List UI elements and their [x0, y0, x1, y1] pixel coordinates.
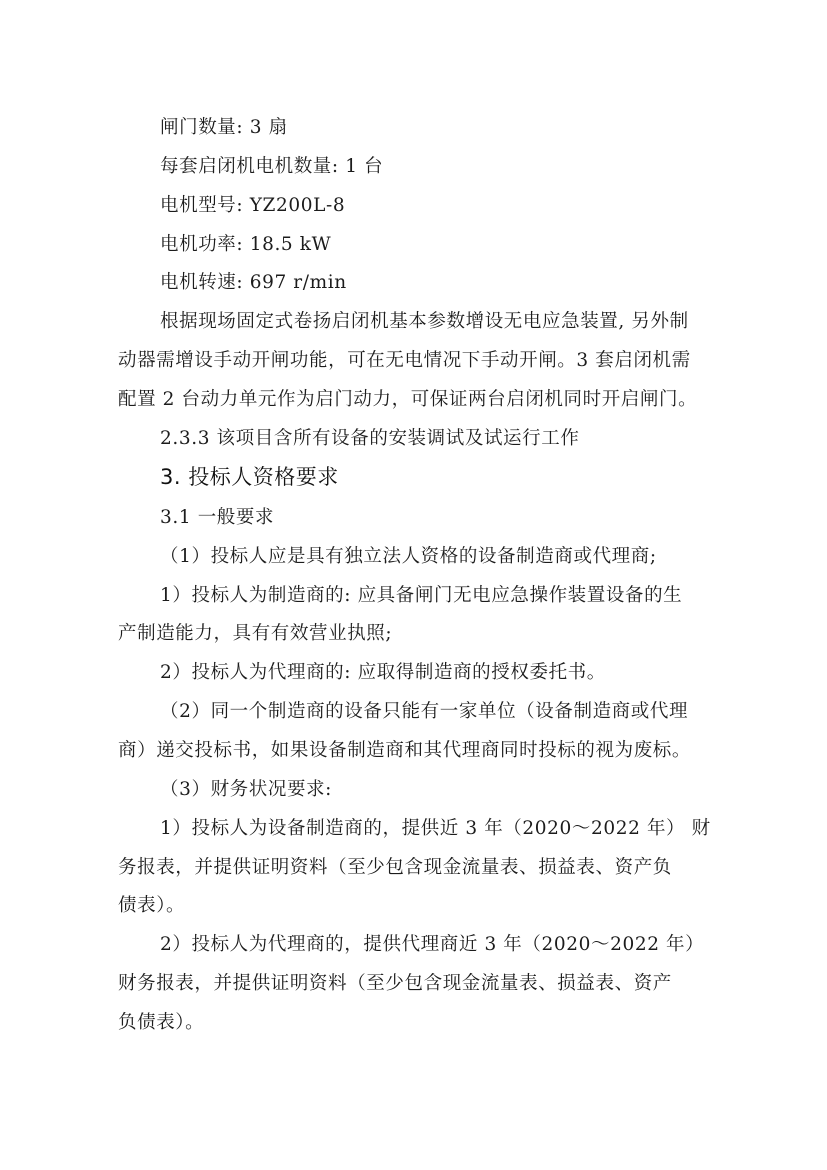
requirement-1-sub-1-line-2: 产制造能力，具有有效营业执照; [118, 623, 393, 644]
requirement-3-sub-2-line-2: 财务报表，并提供证明资料（至少包含现金流量表、损益表、资产 [118, 973, 672, 994]
requirement-3-sub-1-line-2: 务报表，并提供证明资料（至少包含现金流量表、损益表、资产负 [118, 857, 672, 878]
requirement-3-sub-2-line-1: 2）投标人为代理商的，提供代理商近 3 年（2020～2022 年） [160, 934, 705, 955]
requirement-2-line-2: 商）递交投标书，如果设备制造商和其代理商同时投标的视为废标。 [118, 740, 692, 761]
paragraph-1-line-3: 配置 2 台动力单元作为启门动力，可保证两台启闭机同时开启闸门。 [118, 389, 698, 410]
paragraph-1-line-1: 根据现场固定式卷扬启闭机基本参数增设无电应急装置, 另外制 [160, 311, 689, 332]
requirement-2-line-1: （2）同一个制造商的设备只能有一家单位（设备制造商或代理 [160, 701, 689, 722]
section-3-heading: 3. 投标人资格要求 [160, 465, 339, 489]
motor-power-line: 电机功率: 18.5 kW [160, 234, 332, 255]
section-3-1-subheading: 3.1 一般要求 [160, 507, 275, 528]
requirement-3-sub-1-line-3: 债表）。 [118, 895, 186, 916]
motor-model-line: 电机型号: YZ200L-8 [160, 195, 346, 216]
paragraph-1-line-2: 动器需增设手动开闸功能，可在无电情况下手动开闸。3 套启闭机需 [118, 350, 691, 371]
motor-speed-line: 电机转速: 697 r/min [160, 272, 347, 293]
requirement-1-sub-2: 2）投标人为代理商的: 应取得制造商的授权委托书。 [160, 662, 606, 683]
motor-count-line: 每套启闭机电机数量: 1 台 [160, 156, 384, 177]
item-2-3-3: 2.3.3 该项目含所有设备的安装调试及试运行工作 [160, 428, 580, 449]
requirement-1-sub-1-line-1: 1）投标人为制造商的: 应具备闸门无电应急操作装置设备的生 [160, 585, 683, 606]
gate-count-line: 闸门数量: 3 扇 [160, 117, 288, 138]
requirement-3-sub-2-line-3: 负债表）。 [118, 1012, 205, 1033]
requirement-3-sub-1-line-1: 1）投标人为设备制造商的，提供近 3 年（2020～2022 年） 财 [160, 818, 711, 839]
requirement-3: （3）财务状况要求: [160, 779, 333, 800]
requirement-1: （1）投标人应是具有独立法人资格的设备制造商或代理商; [160, 546, 657, 567]
